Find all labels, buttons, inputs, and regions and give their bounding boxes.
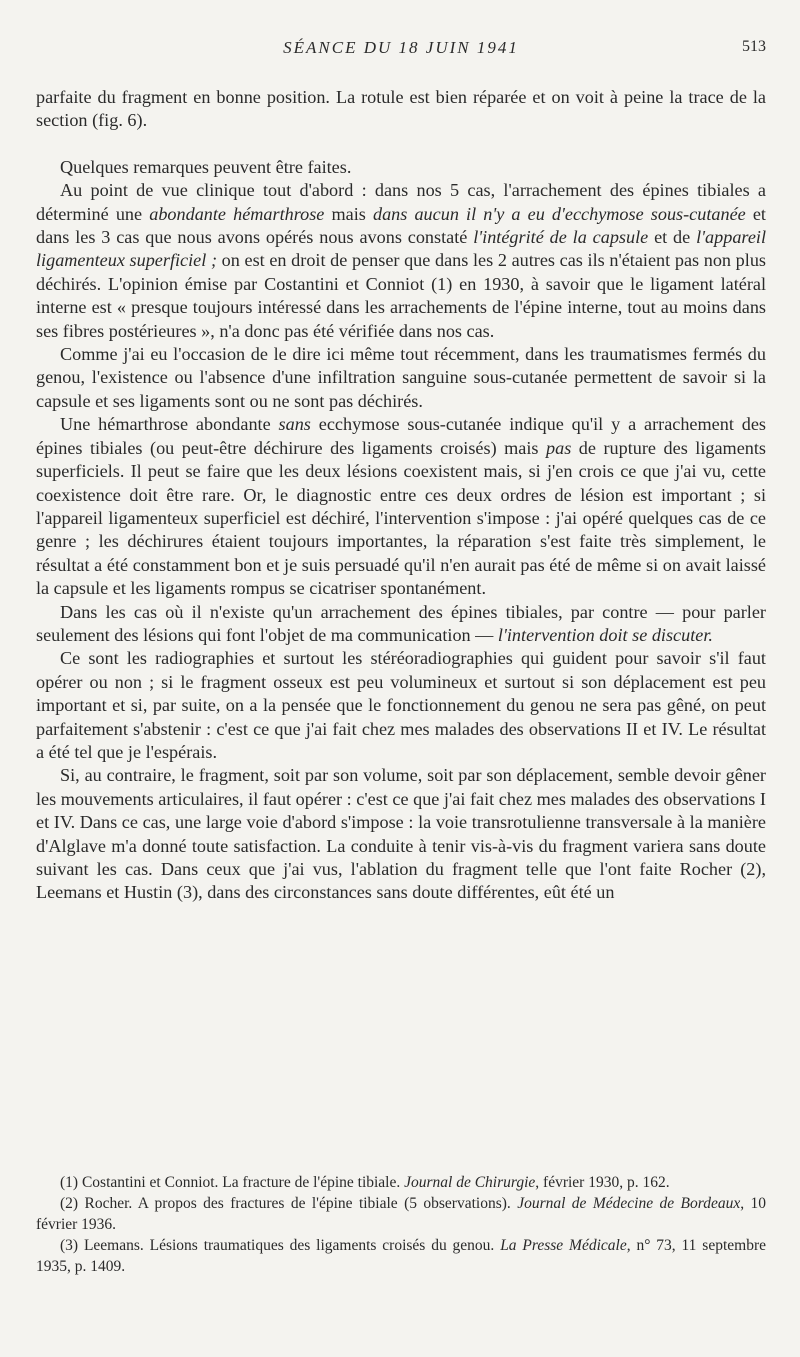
article-body — [36, 86, 766, 905]
paragraph-radiographies: Ce sont les radiographies et surtout les stéréoradiographies qui guident pour savoir s'il faut opérer ou non ; si le fragment osseux est peu volumineux et surtout si son déplacement est peu important et si, par suite, on a la pensée que le fonctionnement du genou ne sera pas gêné, on peut parfaitement s'abstenir : c'est ce que j'ai fait chez mes malades des observations II et IV. Le résultat a été tel que je l'espérais. — [36, 648, 766, 762]
running-head: SÉANCE DU 18 JUIN 1941 — [283, 38, 519, 57]
paragraph-operer: Si, au contraire, le fragment, soit par son volume, soit par son déplacement, semble devoir gêner les mouvements articulaires, il faut opérer : c'est ce que j'ai fait chez mes malades des observations I et IV. Dans ce cas, une large voie d'abord s'impose : la voie transrotulienne transversale à la manière d'Alglave m'a donné toute satisfaction. La conduite à tenir vis-à-vis du fragment variera sans doute suivant les cas. Dans ceux que j'ai vus, l'ablation du fragment telle que l'ont faite Rocher (2), Leemans et Hustin (3), dans des circonstances sans doute différentes, eût été un — [36, 765, 766, 903]
page-header — [36, 38, 766, 64]
paragraph-traumatismes: Comme j'ai eu l'occasion de le dire ici même tout récemment, dans les traumatismes fermés du genou, l'existence ou l'absence d'une infiltration sanguine sous-cutanée permettent de savoir si la capsule et ses ligaments sont ou ne sont pas déchirés. — [36, 344, 766, 411]
footnote-2: (2) Rocher. A propos des fractures de l'épine tibiale (5 observations). Journal de Médecine de Bordeaux, 10 février 1936. — [36, 1195, 766, 1233]
paragraph-clinical: Au point de vue clinique tout d'abord : dans nos 5 cas, l'arrachement des épines tibiales a déterminé une abondante hémarthrose mais dans aucun il n'y a eu d'ecchymose sous-cutanée et dans les 3 cas que nous avons opérés nous avons constaté l'intégrité de la capsule et de l'appareil ligamenteux superficiel ; on est en droit de penser que dans les 2 autres cas ils n'étaient pas non plus déchirés. L'opinion émise par Costantini et Conniot (1) en 1930, à savoir que le ligament latéral interne est « presque toujours intéressé dans les arrachements de l'épine interne, tout au moins dans ses fibres postérieures », n'a donc pas été vérifiée dans nos cas. — [36, 180, 766, 341]
paragraph-remarks-intro: Quelques remarques peuvent être faites. — [60, 156, 352, 177]
footnotes — [36, 1172, 766, 1277]
paragraph-intervention: Dans les cas où il n'existe qu'un arrachement des épines tibiales, par contre — pour parler seulement des lésions qui font l'objet de ma communication — l'intervention doit se discuter. — [36, 601, 766, 645]
footnote-1: (1) Costantini et Conniot. La fracture de l'épine tibiale. Journal de Chirurgie, février 1930, p. 162. — [60, 1174, 670, 1191]
page-number: 513 — [742, 38, 766, 55]
paragraph-continuation: parfaite du fragment en bonne position. La rotule est bien réparée et on voit à peine la trace de la section (fig. 6). — [36, 87, 766, 131]
footnote-3: (3) Leemans. Lésions traumatiques des ligaments croisés du genou. La Presse Médicale, n° 73, 11 septembre 1935, p. 1409. — [36, 1237, 766, 1275]
paragraph-hemarthrose: Une hémarthrose abondante sans ecchymose sous-cutanée indique qu'il y a arrachement des épines tibiales (ou peut-être déchirure des ligaments croisés) mais pas de rupture des ligaments superficiels. Il peut se faire que les deux lésions coexistent mais, si j'en crois ce que j'ai vu, cette coexistence doit être rare. Or, le diagnostic entre ces deux ordres de lésion est important ; si l'appareil ligamenteux superficiel est déchiré, l'intervention s'impose : j'ai opéré quelques cas de ce genre ; les déchirures étaient toujours importantes, la réparation s'est faite très simplement, le résultat a été constamment bon et je suis persuadé qu'il n'en aurait pas été de même si on avait laissé la capsule et les ligaments rompus se cicatriser spontanément. — [36, 414, 766, 599]
